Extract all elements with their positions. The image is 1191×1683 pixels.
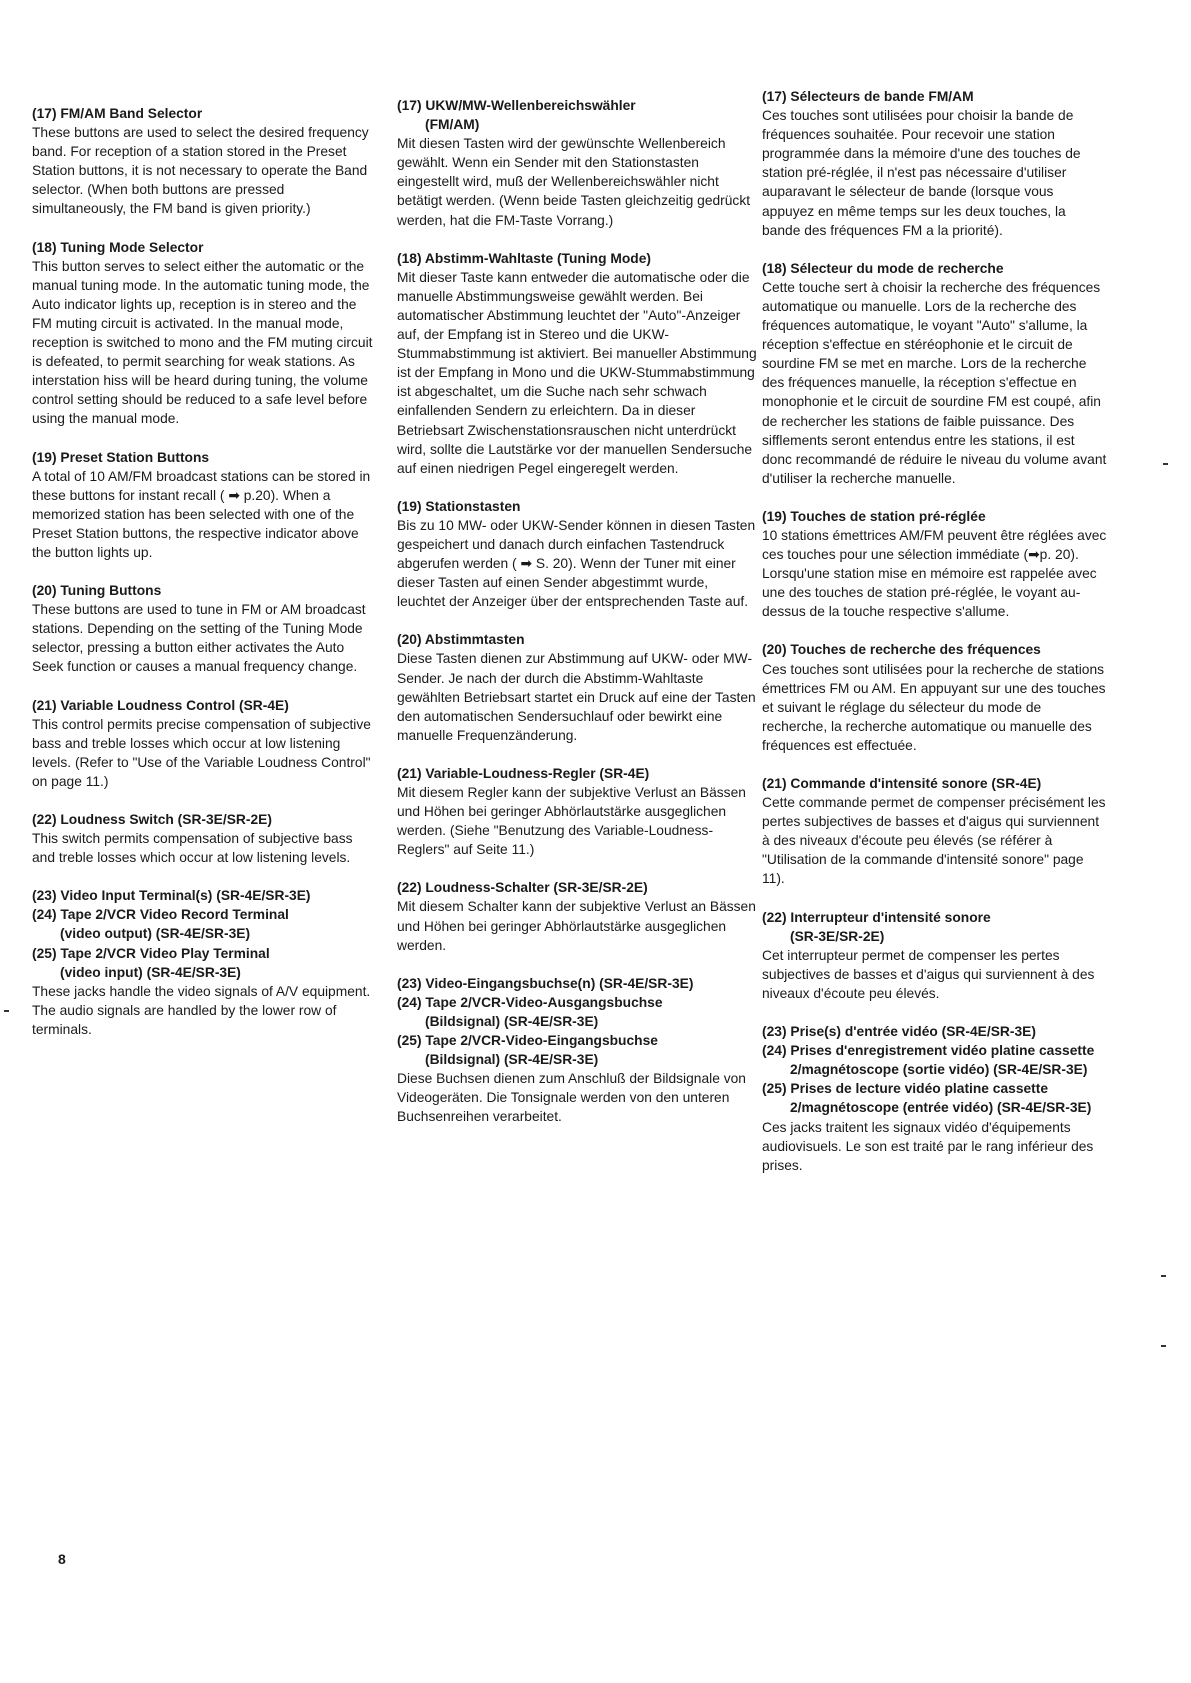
heading-25-en-sub: (video input) (SR-4E/SR-3E) (60, 964, 241, 980)
section-23-25-fr (762, 1022, 1107, 1175)
section-23-25-en (32, 886, 377, 1039)
section-20-en (32, 581, 377, 676)
body-19-en: A total of 10 AM/FM broadcast stations can be stored in these buttons for instant recall ( ➡ p.20). When a memorized station has been selected with one of the Preset Station buttons, the respective indicator above the button lights up. (32, 468, 371, 560)
heading-17-de (397, 96, 759, 134)
heading-22-de: (22) Loudness-Schalter (SR-3E/SR-2E) (397, 880, 648, 896)
heading-22-fr-main: (22) Interrupteur d'intensité sonore (762, 909, 991, 925)
heading-22-fr-sub: (SR-3E/SR-2E) (790, 928, 885, 944)
heading-17-fr: (17) Sélecteurs de bande FM/AM (762, 89, 974, 104)
margin-mark (1161, 1345, 1166, 1347)
body-21-de: Mit diesem Regler kann der subjektive Verlust an Bässen und Höhen bei geringer Abhörlautstärke ausgeglichen werden. (Siehe "Benutzung des Variable-Loudness-Reglers" auf Seite 11.) (397, 785, 746, 858)
margin-mark (1161, 1275, 1166, 1277)
section-21-en (32, 696, 377, 791)
heading-19-de: (19) Stationstasten (397, 498, 521, 514)
column-english (32, 104, 377, 1058)
heading-20-fr: (20) Touches de recherche des fréquences (762, 642, 1041, 658)
heading-20-de: (20) Abstimmtasten (397, 632, 525, 648)
heading-17-de-main: (17) UKW/MW-Wellenbereichswähler (397, 98, 636, 113)
section-21-fr (762, 774, 1107, 889)
page-number: 8 (58, 1551, 66, 1567)
body-21-en: This control permits precise compensation of subjective bass and treble losses which occur at low listening levels. (Refer to "Use of the Variable Loudness Control" on page 11.) (32, 716, 371, 789)
margin-mark (4, 1010, 9, 1012)
section-19-de (397, 497, 759, 612)
section-17-de (397, 96, 759, 230)
heading-22-en: (22) Loudness Switch (SR-3E/SR-2E) (32, 812, 272, 827)
body-25-fr: Ces jacks traitent les signaux vidéo d'équipements audiovisuels. Le son est traité par le rang inférieur des prises. (762, 1119, 1094, 1173)
body-19-fr: 10 stations émettrices AM/FM peuvent être réglées avec ces touches pour une sélection immédiate (➡p. 20). Lorsqu'une station mise en mémoire est rappelée avec une des touches de station pré-réglée, le voyant au-dessus de la touche respective s'allume. (762, 527, 1107, 620)
heading-17-en: (17) FM/AM Band Selector (32, 106, 203, 121)
heading-24-de (397, 993, 759, 1031)
body-19-de: Bis zu 10 MW- oder UKW-Sender können in diesen Tasten gespeichert und danach durch einfachen Tastendruck abgerufen werden ( ➡ S. 20). Wenn der Tuner mit einer dieser Tasten auf einen Sender abgestimmt wurde, leuchtet der Anzeiger über der entsprechenden Taste auf. (397, 517, 756, 610)
heading-18-fr: (18) Sélecteur du mode de recherche (762, 260, 1004, 276)
body-18-fr: Cette touche sert à choisir la recherche des fréquences automatique ou manuelle. Lors de la recherche des fréquences automatique, le voyant "Auto" s'allume, la réception s'effectue en stéréophonie et le circuit de sourdine FM se met en marche. Lors de la recherche des fréquences manuelle, la réception s'effectue en monophonie et le circuit de sourdine FM est coupé, afin de rechercher les stations de faible puissance. Des sifflements seront entendus entre les stations, il est donc recommandé de réduire le niveau du volume avant d'utiliser la recherche manuelle. (762, 279, 1107, 486)
section-22-fr (762, 908, 1107, 1003)
heading-19-en: (19) Preset Station Buttons (32, 449, 210, 465)
heading-25-en-main: (25) Tape 2/VCR Video Play Terminal (32, 945, 270, 961)
body-17-en: These buttons are used to select the desired frequency band. For reception of a station stored in the Preset Station buttons, it is not necessary to operate the Band selector. (When both buttons are pressed simultaneously, the FM band is given priority.) (32, 125, 369, 217)
heading-22-fr (762, 908, 1107, 946)
body-18-en: This button serves to select either the automatic or the manual tuning mode. In the automatic tuning mode, the Auto indicator lights up, reception is in stereo and the FM muting circuit is activated. In the manual mode, reception is switched to mono and the FM muting circuit is defeated, to permit searching for weak stations. As interstation hiss will be heard during tuning, the volume control setting should be reduced to a safe level before using the manual mode. (32, 258, 373, 427)
heading-24-en-main: (24) Tape 2/VCR Video Record Terminal (32, 907, 289, 923)
heading-24-en-sub: (video output) (SR-4E/SR-3E) (60, 926, 251, 942)
body-20-en: These buttons are used to tune in FM or AM broadcast stations. Depending on the setting of the Tuning Mode selector, pressing a button either activates the Auto Seek function or causes a manual frequency change. (32, 602, 366, 675)
margin-mark (1163, 463, 1168, 465)
heading-23-de: (23) Video-Eingangsbuchse(n) (SR-4E/SR-3E) (397, 975, 694, 991)
column-french (762, 87, 1107, 1194)
section-18-fr (762, 259, 1107, 488)
body-22-fr: Cet interrupteur permet de compenser les pertes subjectives de basses et d'aigus qui surviennent à des niveaux d'écoute peu élevés. (762, 947, 1095, 1001)
section-23-25-de (397, 974, 759, 1127)
heading-23-en: (23) Video Input Terminal(s) (SR-4E/SR-3E) (32, 888, 311, 904)
section-22-de (397, 878, 759, 954)
heading-24-en (32, 905, 377, 943)
heading-23-fr: (23) Prise(s) d'entrée vidéo (SR-4E/SR-3E) (762, 1024, 1036, 1040)
section-22-en (32, 810, 377, 867)
body-17-de: Mit diesen Tasten wird der gewünschte Wellenbereich gewählt. Wenn ein Sender mit den Stationstasten eingestellt wird, muß der Wellenbereichswähler nicht betätigt werden. (Wenn beide Tasten gleichzeitig gedrückt werden, hat die FM-Taste Vorrang.) (397, 136, 751, 228)
heading-21-en: (21) Variable Loudness Control (SR-4E) (32, 697, 289, 713)
body-21-fr: Cette commande permet de compenser précisément les pertes subjectives de basses et d'aigus qui surviennent à des niveaux d'écoute peu élevés (se référer à "Utilisation de la commande d'intensité sonore" page 11). (762, 795, 1106, 887)
body-25-en: These jacks handle the video signals of A/V equipment. The audio signals are handled by the lower row of terminals. (32, 983, 371, 1037)
body-25-de: Diese Buchsen dienen zum Anschluß der Bildsignale von Videogeräten. Die Tonsignale werden von den unteren Buchsenreihen verarbeitet. (397, 1071, 746, 1125)
heading-17-de-sub: (FM/AM) (425, 117, 480, 133)
heading-25-en (32, 944, 377, 982)
heading-21-de: (21) Variable-Loudness-Regler (SR-4E) (397, 765, 650, 781)
heading-24-de-sub: (Bildsignal) (SR-4E/SR-3E) (425, 1013, 599, 1029)
heading-19-fr: (19) Touches de station pré-réglée (762, 508, 986, 524)
heading-24-de-main: (24) Tape 2/VCR-Video-Ausgangsbuchse (397, 994, 663, 1010)
heading-25-fr: (25) Prises de lecture vidéo platine cassette 2/magnétoscope (entrée vidéo) (SR-4E/SR-3E) (762, 1081, 1092, 1116)
heading-25-de-sub: (Bildsignal) (SR-4E/SR-3E) (425, 1052, 599, 1068)
section-21-de (397, 764, 759, 859)
heading-24-fr: (24) Prises d'enregistrement vidéo platine cassette 2/magnétoscope (sortie vidéo) (SR-4E/SR-3E) (762, 1043, 1095, 1078)
body-17-fr: Ces touches sont utilisées pour choisir la bande de fréquences souhaitée. Pour recevoir une station programmée dans la mémoire d'une des touches de station pré-réglée, il n'est pas nécessaire d'utiliser auparavant le sélecteur de bande (lorsque vous appuyez en même temps sur les deux touches, la bande des fréquences FM a la priorité). (762, 108, 1081, 238)
heading-25-de-main: (25) Tape 2/VCR-Video-Eingangsbuchse (397, 1033, 658, 1049)
heading-21-fr: (21) Commande d'intensité sonore (SR-4E) (762, 776, 1042, 791)
heading-25-de (397, 1031, 759, 1069)
body-18-de: Mit dieser Taste kann entweder die automatische oder die manuelle Abstimmungsweise gewählt werden. Bei automatischer Abstimmung leuchtet der "Auto"-Anzeiger auf, der Empfang ist in Stereo und die UKW-Stummabstimmung ist aktiviert. Bei manueller Abstimmung ist der Empfang in Mono und die UKW-Stummabstimmung ist abgeschaltet, um die Suche nach sehr schwach einfallenden Sendern zu erleichtern. Da in dieser Betriebsart Zwischenstationsrauschen nicht unterdrückt wird, sollte die Lautstärke vor der manuellen Sendersuche auf einen niedrigen Pegel eingeregelt werden. (397, 269, 757, 476)
heading-18-de: (18) Abstimm-Wahltaste (Tuning Mode) (397, 250, 651, 266)
heading-20-en: (20) Tuning Buttons (32, 583, 162, 599)
section-20-de (397, 630, 759, 745)
column-german (397, 96, 759, 1146)
heading-18-en: (18) Tuning Mode Selector (32, 239, 204, 255)
section-19-en (32, 448, 377, 563)
section-20-fr (762, 640, 1107, 755)
body-20-fr: Ces touches sont utilisées pour la recherche de stations émettrices FM ou AM. En appuyant sur une des touches et suivant le réglage du sélecteur du mode de recherche, la recherche automatique ou manuelle des fréquences est effectuée. (762, 661, 1106, 753)
section-18-de (397, 249, 759, 478)
body-22-de: Mit diesem Schalter kann der subjektive Verlust an Bässen und Höhen bei geringer Abhörlautstärke ausgeglichen werden. (397, 899, 756, 953)
section-19-fr (762, 507, 1107, 622)
section-17-en (32, 104, 377, 219)
section-17-fr (762, 87, 1107, 240)
body-20-de: Diese Tasten dienen zur Abstimmung auf UKW- oder MW-Sender. Je nach der durch die Abstimm-Wahltaste gewählten Betriebsart startet ein Druck auf eine der Tasten den automatischen Sendersuchlauf oder bewirkt eine manuelle Frequenzänderung. (397, 651, 756, 743)
body-22-en: This switch permits compensation of subjective bass and treble losses which occur at low listening levels. (32, 831, 353, 866)
section-18-en (32, 238, 377, 429)
